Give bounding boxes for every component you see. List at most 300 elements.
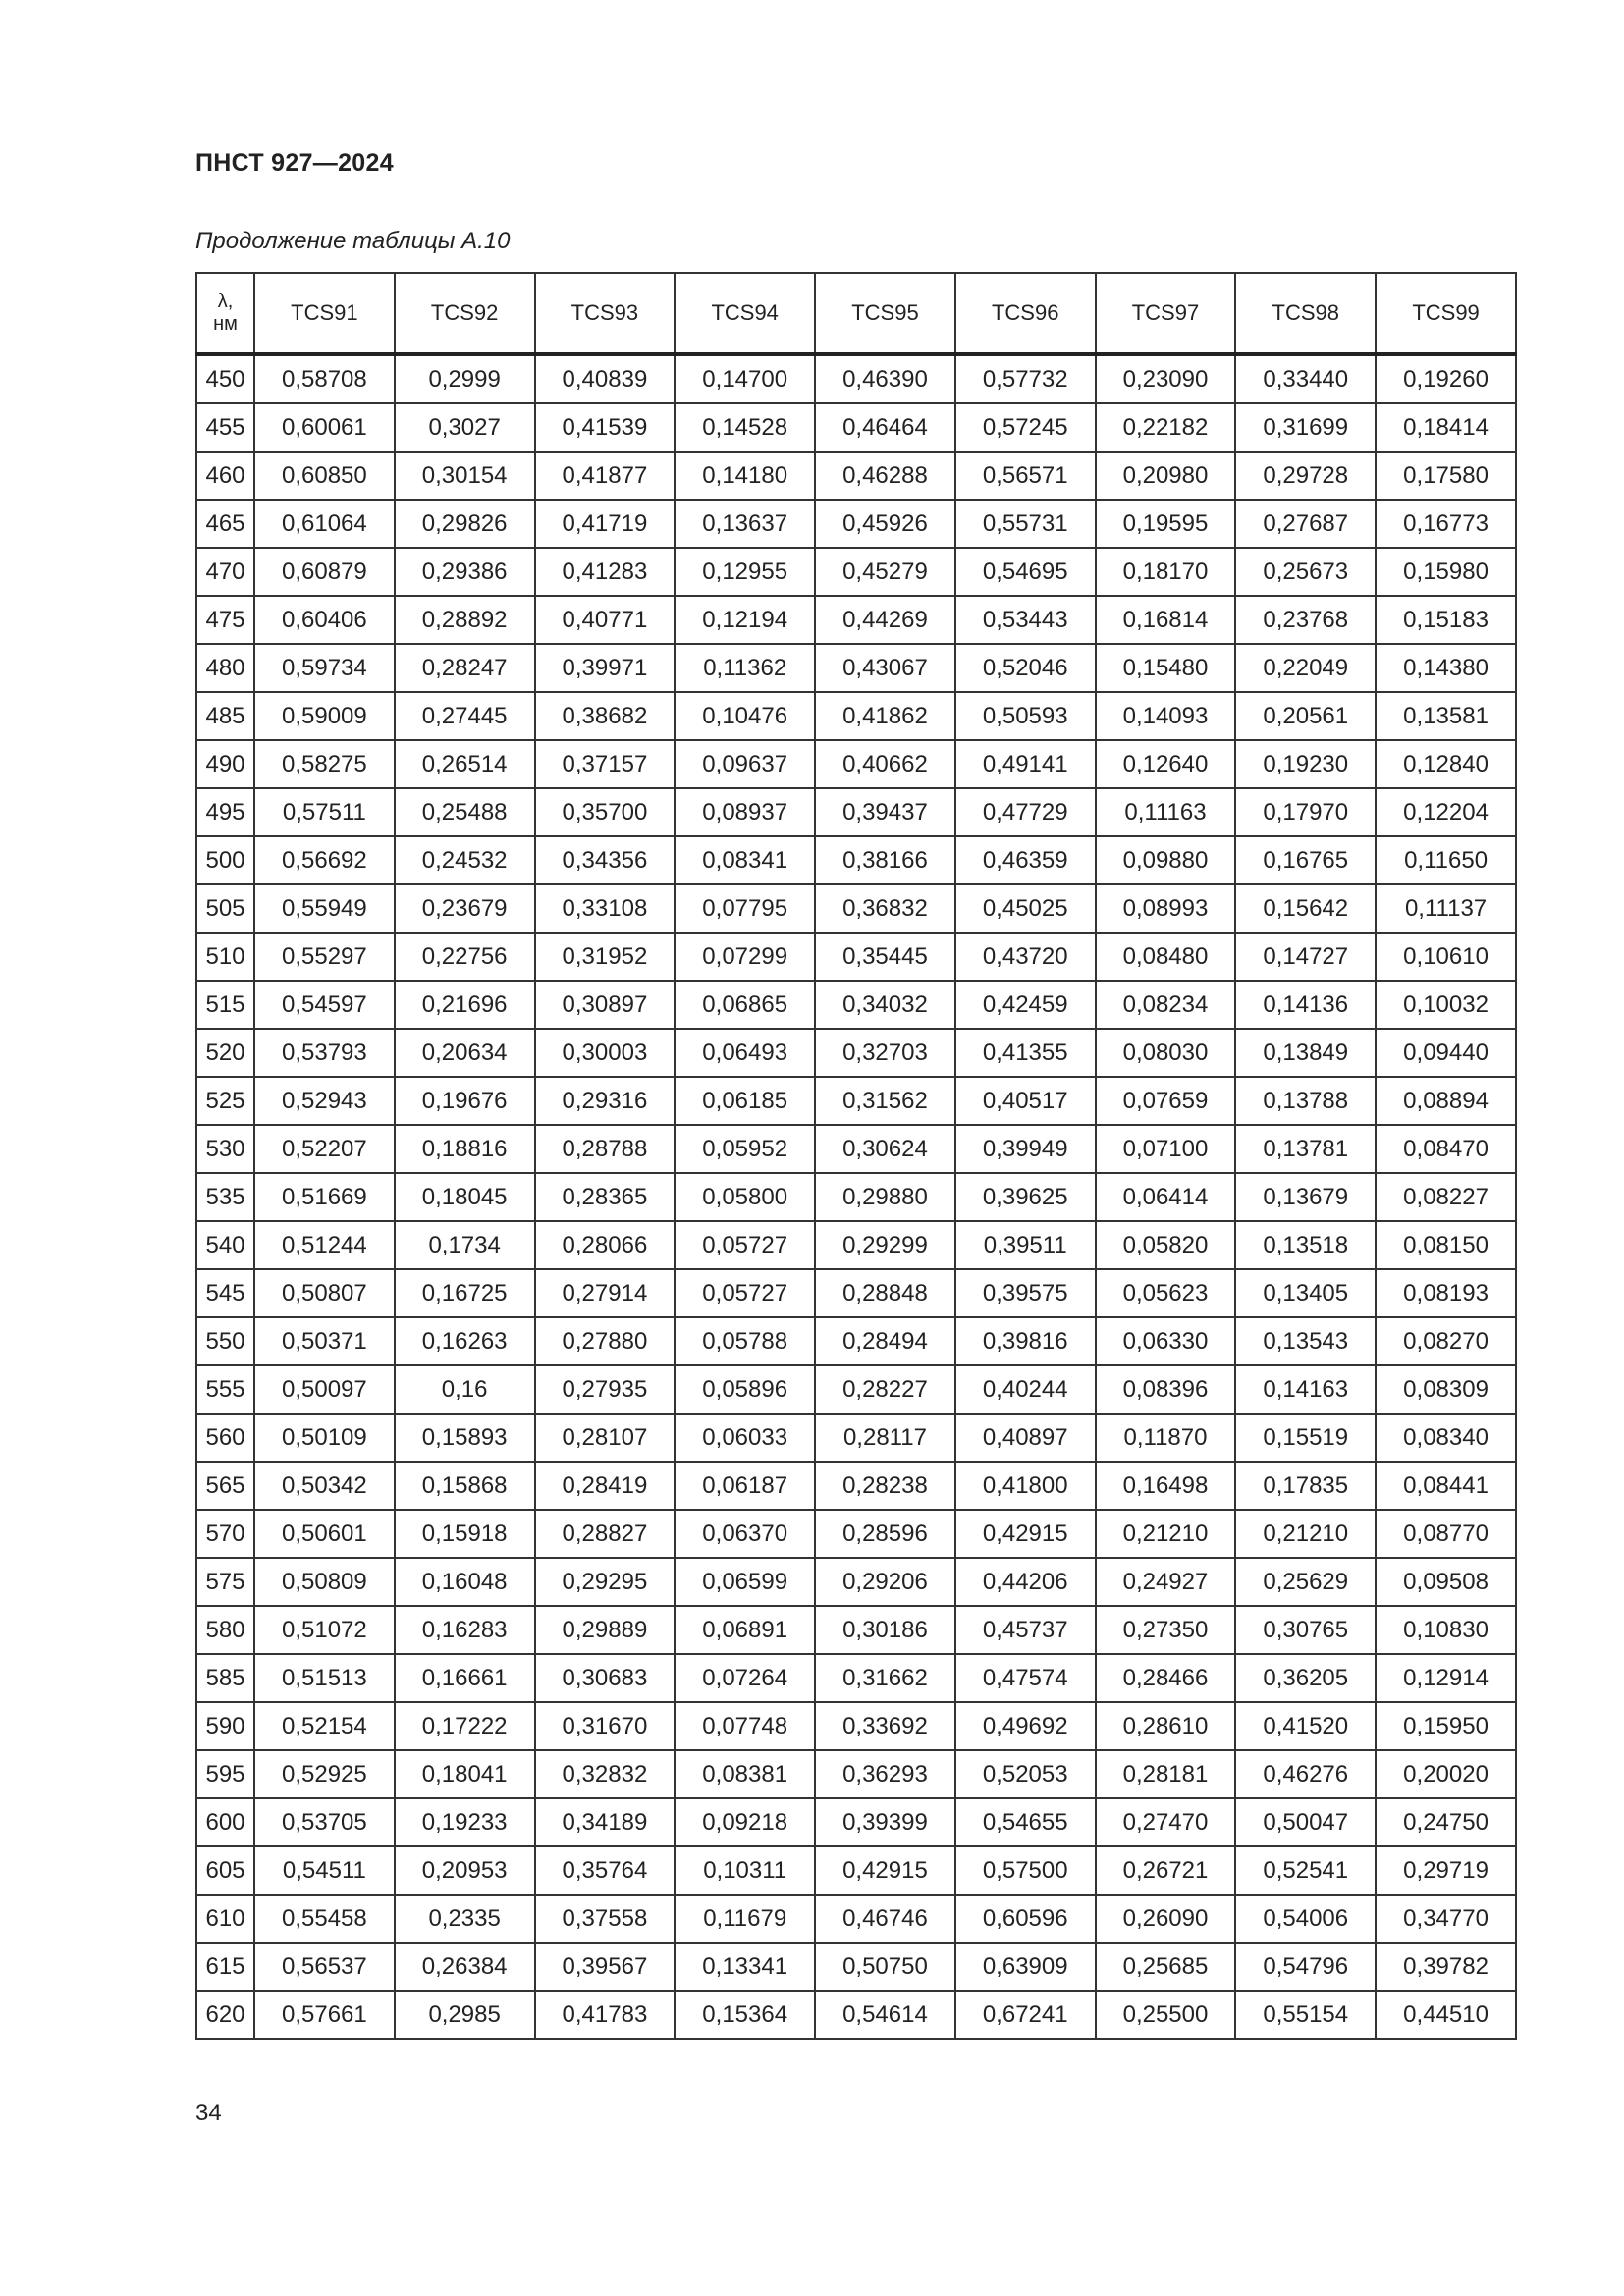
value-cell: 0,06414	[1096, 1173, 1236, 1221]
value-cell: 0,33692	[815, 1702, 955, 1750]
value-cell: 0,09218	[675, 1798, 815, 1846]
value-cell: 0,11679	[675, 1895, 815, 1943]
value-cell: 0,07100	[1096, 1125, 1236, 1173]
value-cell: 0,28494	[815, 1317, 955, 1365]
value-cell: 0,28788	[535, 1125, 676, 1173]
table-row	[196, 1414, 1516, 1462]
value-cell: 0,49692	[955, 1702, 1096, 1750]
column-header: TCS98	[1235, 273, 1376, 354]
value-cell: 0,15519	[1235, 1414, 1376, 1462]
value-cell: 0,08480	[1096, 933, 1236, 981]
table-row	[196, 788, 1516, 836]
value-cell: 0,43720	[955, 933, 1096, 981]
value-cell: 0,28107	[535, 1414, 676, 1462]
value-cell: 0,29316	[535, 1077, 676, 1125]
table-row	[196, 1029, 1516, 1077]
value-cell: 0,24750	[1376, 1798, 1516, 1846]
lambda-unit: нм	[213, 313, 238, 335]
value-cell: 0,53443	[955, 596, 1096, 644]
value-cell: 0,60061	[254, 403, 395, 452]
value-cell: 0,07264	[675, 1654, 815, 1702]
value-cell: 0,15950	[1376, 1702, 1516, 1750]
value-cell: 0,40839	[535, 354, 676, 403]
value-cell: 0,54614	[815, 1991, 955, 2039]
value-cell: 0,30154	[395, 452, 535, 500]
value-cell: 0,15980	[1376, 548, 1516, 596]
value-cell: 0,54695	[955, 548, 1096, 596]
value-cell: 0,41783	[535, 1991, 676, 2039]
wavelength-cell: 450	[196, 354, 254, 403]
value-cell: 0,29299	[815, 1221, 955, 1269]
value-cell: 0,29206	[815, 1558, 955, 1606]
wavelength-cell: 615	[196, 1943, 254, 1991]
value-cell: 0,53793	[254, 1029, 395, 1077]
value-cell: 0,25685	[1096, 1943, 1236, 1991]
value-cell: 0,22049	[1235, 644, 1376, 692]
value-cell: 0,26384	[395, 1943, 535, 1991]
value-cell: 0,50750	[815, 1943, 955, 1991]
value-cell: 0,08227	[1376, 1173, 1516, 1221]
wavelength-cell: 590	[196, 1702, 254, 1750]
wavelength-cell: 465	[196, 500, 254, 548]
value-cell: 0,29386	[395, 548, 535, 596]
value-cell: 0,1734	[395, 1221, 535, 1269]
value-cell: 0,50809	[254, 1558, 395, 1606]
table-row	[196, 740, 1516, 788]
value-cell: 0,29880	[815, 1173, 955, 1221]
value-cell: 0,21210	[1096, 1510, 1236, 1558]
value-cell: 0,25629	[1235, 1558, 1376, 1606]
value-cell: 0,59009	[254, 692, 395, 740]
value-cell: 0,45025	[955, 884, 1096, 933]
value-cell: 0,08270	[1376, 1317, 1516, 1365]
value-cell: 0,18041	[395, 1750, 535, 1798]
value-cell: 0,12840	[1376, 740, 1516, 788]
value-cell: 0,55297	[254, 933, 395, 981]
wavelength-cell: 460	[196, 452, 254, 500]
value-cell: 0,41283	[535, 548, 676, 596]
value-cell: 0,50371	[254, 1317, 395, 1365]
value-cell: 0,10476	[675, 692, 815, 740]
value-cell: 0,13341	[675, 1943, 815, 1991]
value-cell: 0,17222	[395, 1702, 535, 1750]
value-cell: 0,27445	[395, 692, 535, 740]
table-row	[196, 1798, 1516, 1846]
value-cell: 0,13679	[1235, 1173, 1376, 1221]
value-cell: 0,06493	[675, 1029, 815, 1077]
value-cell: 0,51513	[254, 1654, 395, 1702]
value-cell: 0,60596	[955, 1895, 1096, 1943]
value-cell: 0,42915	[955, 1510, 1096, 1558]
wavelength-header	[196, 273, 254, 354]
value-cell: 0,10311	[675, 1846, 815, 1895]
value-cell: 0,28419	[535, 1462, 676, 1510]
value-cell: 0,11163	[1096, 788, 1236, 836]
column-header: TCS95	[815, 273, 955, 354]
table-row	[196, 1654, 1516, 1702]
value-cell: 0,12194	[675, 596, 815, 644]
value-cell: 0,53705	[254, 1798, 395, 1846]
value-cell: 0,13781	[1235, 1125, 1376, 1173]
wavelength-cell: 595	[196, 1750, 254, 1798]
wavelength-cell: 530	[196, 1125, 254, 1173]
wavelength-cell: 550	[196, 1317, 254, 1365]
value-cell: 0,05788	[675, 1317, 815, 1365]
column-header: TCS97	[1096, 273, 1236, 354]
value-cell: 0,28227	[815, 1365, 955, 1414]
value-cell: 0,61064	[254, 500, 395, 548]
value-cell: 0,39399	[815, 1798, 955, 1846]
wavelength-cell: 565	[196, 1462, 254, 1510]
value-cell: 0,13518	[1235, 1221, 1376, 1269]
value-cell: 0,30003	[535, 1029, 676, 1077]
value-cell: 0,14528	[675, 403, 815, 452]
value-cell: 0,47729	[955, 788, 1096, 836]
value-cell: 0,40662	[815, 740, 955, 788]
value-cell: 0,54511	[254, 1846, 395, 1895]
value-cell: 0,54655	[955, 1798, 1096, 1846]
value-cell: 0,12640	[1096, 740, 1236, 788]
value-cell: 0,49141	[955, 740, 1096, 788]
value-cell: 0,46464	[815, 403, 955, 452]
table-row	[196, 1269, 1516, 1317]
table-row	[196, 1317, 1516, 1365]
value-cell: 0,24927	[1096, 1558, 1236, 1606]
table-row	[196, 836, 1516, 884]
value-cell: 0,15480	[1096, 644, 1236, 692]
table-row	[196, 500, 1516, 548]
value-cell: 0,40517	[955, 1077, 1096, 1125]
value-cell: 0,29889	[535, 1606, 676, 1654]
value-cell: 0,12955	[675, 548, 815, 596]
value-cell: 0,09637	[675, 740, 815, 788]
value-cell: 0,36832	[815, 884, 955, 933]
value-cell: 0,11137	[1376, 884, 1516, 933]
value-cell: 0,28238	[815, 1462, 955, 1510]
value-cell: 0,08340	[1376, 1414, 1516, 1462]
value-cell: 0,52943	[254, 1077, 395, 1125]
value-cell: 0,59734	[254, 644, 395, 692]
value-cell: 0,32832	[535, 1750, 676, 1798]
value-cell: 0,26721	[1096, 1846, 1236, 1895]
value-cell: 0,38682	[535, 692, 676, 740]
value-cell: 0,41355	[955, 1029, 1096, 1077]
value-cell: 0,52925	[254, 1750, 395, 1798]
table-row	[196, 548, 1516, 596]
value-cell: 0,21210	[1235, 1510, 1376, 1558]
wavelength-cell: 490	[196, 740, 254, 788]
value-cell: 0,2335	[395, 1895, 535, 1943]
table-row	[196, 1365, 1516, 1414]
value-cell: 0,14727	[1235, 933, 1376, 981]
value-cell: 0,37558	[535, 1895, 676, 1943]
value-cell: 0,25500	[1096, 1991, 1236, 2039]
value-cell: 0,28247	[395, 644, 535, 692]
value-cell: 0,19260	[1376, 354, 1516, 403]
value-cell: 0,06330	[1096, 1317, 1236, 1365]
value-cell: 0,14093	[1096, 692, 1236, 740]
value-cell: 0,30624	[815, 1125, 955, 1173]
value-cell: 0,20980	[1096, 452, 1236, 500]
value-cell: 0,40244	[955, 1365, 1096, 1414]
value-cell: 0,55154	[1235, 1991, 1376, 2039]
value-cell: 0,16263	[395, 1317, 535, 1365]
value-cell: 0,31662	[815, 1654, 955, 1702]
table-row	[196, 933, 1516, 981]
document-code: ПНСТ 927—2024	[195, 149, 394, 177]
value-cell: 0,50342	[254, 1462, 395, 1510]
value-cell: 0,47574	[955, 1654, 1096, 1702]
column-header: TCS91	[254, 273, 395, 354]
value-cell: 0,05800	[675, 1173, 815, 1221]
value-cell: 0,08030	[1096, 1029, 1236, 1077]
table-row	[196, 1750, 1516, 1798]
value-cell: 0,55949	[254, 884, 395, 933]
value-cell: 0,13581	[1376, 692, 1516, 740]
value-cell: 0,27880	[535, 1317, 676, 1365]
value-cell: 0,34356	[535, 836, 676, 884]
value-cell: 0,39567	[535, 1943, 676, 1991]
table-row	[196, 1125, 1516, 1173]
value-cell: 0,08470	[1376, 1125, 1516, 1173]
value-cell: 0,18816	[395, 1125, 535, 1173]
value-cell: 0,14700	[675, 354, 815, 403]
value-cell: 0,54006	[1235, 1895, 1376, 1943]
wavelength-cell: 610	[196, 1895, 254, 1943]
value-cell: 0,28827	[535, 1510, 676, 1558]
wavelength-cell: 605	[196, 1846, 254, 1895]
value-cell: 0,15364	[675, 1991, 815, 2039]
value-cell: 0,08441	[1376, 1462, 1516, 1510]
value-cell: 0,23679	[395, 884, 535, 933]
wavelength-cell: 480	[196, 644, 254, 692]
value-cell: 0,15183	[1376, 596, 1516, 644]
value-cell: 0,15918	[395, 1510, 535, 1558]
value-cell: 0,16814	[1096, 596, 1236, 644]
value-cell: 0,2999	[395, 354, 535, 403]
value-cell: 0,06599	[675, 1558, 815, 1606]
value-cell: 0,13788	[1235, 1077, 1376, 1125]
value-cell: 0,29728	[1235, 452, 1376, 500]
value-cell: 0,28365	[535, 1173, 676, 1221]
value-cell: 0,20020	[1376, 1750, 1516, 1798]
value-cell: 0,36205	[1235, 1654, 1376, 1702]
value-cell: 0,16	[395, 1365, 535, 1414]
value-cell: 0,05727	[675, 1269, 815, 1317]
value-cell: 0,26514	[395, 740, 535, 788]
value-cell: 0,41800	[955, 1462, 1096, 1510]
value-cell: 0,38166	[815, 836, 955, 884]
table-row	[196, 403, 1516, 452]
value-cell: 0,29295	[535, 1558, 676, 1606]
column-header: TCS92	[395, 273, 535, 354]
value-cell: 0,13637	[675, 500, 815, 548]
value-cell: 0,12914	[1376, 1654, 1516, 1702]
wavelength-cell: 560	[196, 1414, 254, 1462]
wavelength-cell: 505	[196, 884, 254, 933]
value-cell: 0,63909	[955, 1943, 1096, 1991]
value-cell: 0,36293	[815, 1750, 955, 1798]
value-cell: 0,09880	[1096, 836, 1236, 884]
value-cell: 0,44510	[1376, 1991, 1516, 2039]
value-cell: 0,52541	[1235, 1846, 1376, 1895]
value-cell: 0,56537	[254, 1943, 395, 1991]
value-cell: 0,55731	[955, 500, 1096, 548]
table-row	[196, 1558, 1516, 1606]
value-cell: 0,30897	[535, 981, 676, 1029]
column-header: TCS93	[535, 273, 676, 354]
value-cell: 0,16773	[1376, 500, 1516, 548]
value-cell: 0,34189	[535, 1798, 676, 1846]
column-header: TCS94	[675, 273, 815, 354]
value-cell: 0,2985	[395, 1991, 535, 2039]
wavelength-cell: 555	[196, 1365, 254, 1414]
value-cell: 0,29719	[1376, 1846, 1516, 1895]
value-cell: 0,09440	[1376, 1029, 1516, 1077]
value-cell: 0,60879	[254, 548, 395, 596]
value-cell: 0,15893	[395, 1414, 535, 1462]
value-cell: 0,20561	[1235, 692, 1376, 740]
value-cell: 0,20634	[395, 1029, 535, 1077]
table-row	[196, 596, 1516, 644]
value-cell: 0,31699	[1235, 403, 1376, 452]
value-cell: 0,17835	[1235, 1462, 1376, 1510]
value-cell: 0,54597	[254, 981, 395, 1029]
value-cell: 0,58708	[254, 354, 395, 403]
value-cell: 0,39437	[815, 788, 955, 836]
value-cell: 0,31670	[535, 1702, 676, 1750]
value-cell: 0,27914	[535, 1269, 676, 1317]
value-cell: 0,08770	[1376, 1510, 1516, 1558]
value-cell: 0,46746	[815, 1895, 955, 1943]
value-cell: 0,41520	[1235, 1702, 1376, 1750]
value-cell: 0,3027	[395, 403, 535, 452]
value-cell: 0,25488	[395, 788, 535, 836]
value-cell: 0,10610	[1376, 933, 1516, 981]
value-cell: 0,18045	[395, 1173, 535, 1221]
value-cell: 0,05623	[1096, 1269, 1236, 1317]
value-cell: 0,51669	[254, 1173, 395, 1221]
value-cell: 0,43067	[815, 644, 955, 692]
value-cell: 0,13849	[1235, 1029, 1376, 1077]
value-cell: 0,51244	[254, 1221, 395, 1269]
wavelength-cell: 510	[196, 933, 254, 981]
value-cell: 0,08193	[1376, 1269, 1516, 1317]
value-cell: 0,56692	[254, 836, 395, 884]
table-row	[196, 1702, 1516, 1750]
value-cell: 0,08937	[675, 788, 815, 836]
page-number: 34	[195, 2100, 222, 2126]
wavelength-cell: 575	[196, 1558, 254, 1606]
table-row	[196, 1846, 1516, 1895]
value-cell: 0,51072	[254, 1606, 395, 1654]
value-cell: 0,08234	[1096, 981, 1236, 1029]
wavelength-cell: 545	[196, 1269, 254, 1317]
value-cell: 0,12204	[1376, 788, 1516, 836]
wavelength-cell: 535	[196, 1173, 254, 1221]
value-cell: 0,16661	[395, 1654, 535, 1702]
wavelength-cell: 620	[196, 1991, 254, 2039]
value-cell: 0,15868	[395, 1462, 535, 1510]
value-cell: 0,14163	[1235, 1365, 1376, 1414]
value-cell: 0,46288	[815, 452, 955, 500]
value-cell: 0,27470	[1096, 1798, 1236, 1846]
value-cell: 0,18170	[1096, 548, 1236, 596]
value-cell: 0,05896	[675, 1365, 815, 1414]
value-cell: 0,45926	[815, 500, 955, 548]
value-cell: 0,57511	[254, 788, 395, 836]
wavelength-cell: 475	[196, 596, 254, 644]
value-cell: 0,10830	[1376, 1606, 1516, 1654]
value-cell: 0,27935	[535, 1365, 676, 1414]
value-cell: 0,14136	[1235, 981, 1376, 1029]
value-cell: 0,34032	[815, 981, 955, 1029]
value-cell: 0,27687	[1235, 500, 1376, 548]
wavelength-cell: 500	[196, 836, 254, 884]
value-cell: 0,37157	[535, 740, 676, 788]
value-cell: 0,39949	[955, 1125, 1096, 1173]
lambda-symbol: λ,	[217, 291, 234, 312]
value-cell: 0,17580	[1376, 452, 1516, 500]
table-caption: Продолжение таблицы А.10	[195, 228, 511, 254]
table-header-row	[196, 273, 1516, 354]
wavelength-cell: 525	[196, 1077, 254, 1125]
value-cell: 0,19233	[395, 1798, 535, 1846]
value-cell: 0,39971	[535, 644, 676, 692]
value-cell: 0,50109	[254, 1414, 395, 1462]
table-row	[196, 884, 1516, 933]
value-cell: 0,18414	[1376, 403, 1516, 452]
value-cell: 0,16283	[395, 1606, 535, 1654]
value-cell: 0,41877	[535, 452, 676, 500]
value-cell: 0,54796	[1235, 1943, 1376, 1991]
value-cell: 0,32703	[815, 1029, 955, 1077]
value-cell: 0,35445	[815, 933, 955, 981]
value-cell: 0,28117	[815, 1414, 955, 1462]
value-cell: 0,57245	[955, 403, 1096, 452]
value-cell: 0,30683	[535, 1654, 676, 1702]
value-cell: 0,40771	[535, 596, 676, 644]
value-cell: 0,21696	[395, 981, 535, 1029]
value-cell: 0,17970	[1235, 788, 1376, 836]
value-cell: 0,13405	[1235, 1269, 1376, 1317]
value-cell: 0,07795	[675, 884, 815, 933]
value-cell: 0,08341	[675, 836, 815, 884]
value-cell: 0,57732	[955, 354, 1096, 403]
value-cell: 0,44206	[955, 1558, 1096, 1606]
value-cell: 0,44269	[815, 596, 955, 644]
value-cell: 0,34770	[1376, 1895, 1516, 1943]
value-cell: 0,26090	[1096, 1895, 1236, 1943]
value-cell: 0,06370	[675, 1510, 815, 1558]
value-cell: 0,39575	[955, 1269, 1096, 1317]
value-cell: 0,46390	[815, 354, 955, 403]
value-cell: 0,46359	[955, 836, 1096, 884]
table-row	[196, 1221, 1516, 1269]
value-cell: 0,19230	[1235, 740, 1376, 788]
value-cell: 0,29826	[395, 500, 535, 548]
table-row	[196, 981, 1516, 1029]
value-cell: 0,50601	[254, 1510, 395, 1558]
value-cell: 0,52046	[955, 644, 1096, 692]
value-cell: 0,06185	[675, 1077, 815, 1125]
wavelength-cell: 580	[196, 1606, 254, 1654]
table-row	[196, 692, 1516, 740]
wavelength-cell: 540	[196, 1221, 254, 1269]
wavelength-cell: 470	[196, 548, 254, 596]
value-cell: 0,16048	[395, 1558, 535, 1606]
value-cell: 0,28610	[1096, 1702, 1236, 1750]
